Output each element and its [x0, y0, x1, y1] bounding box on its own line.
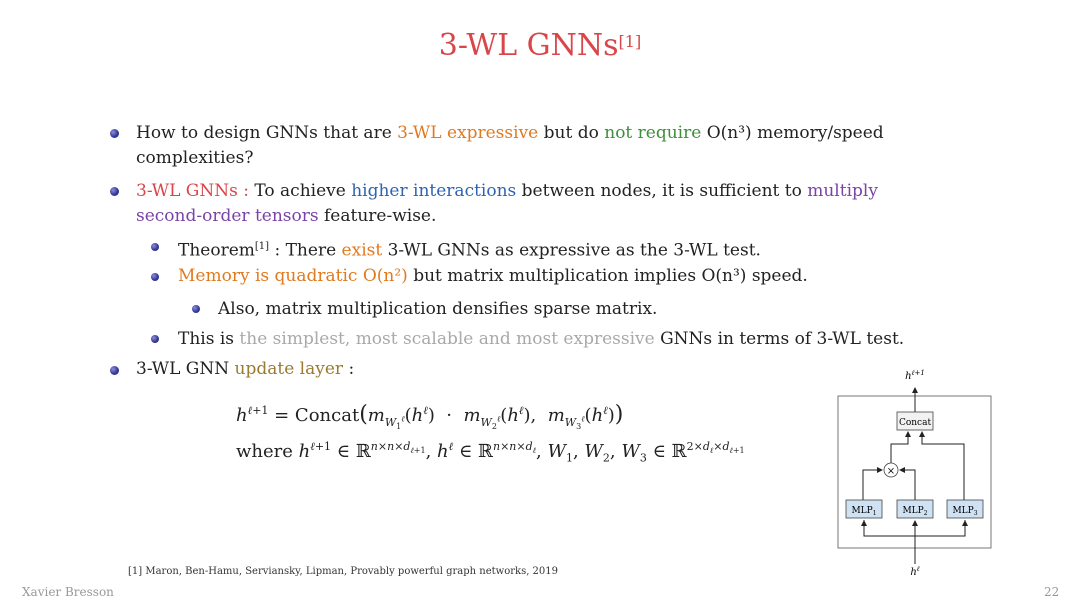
- subbullet-1-icon: [151, 243, 159, 251]
- diagram-mlp1-label: $MLP_1$: [851, 506, 877, 517]
- footnote: [1] Maron, Ben-Hamu, Serviansky, Lipman, Provably powerful graph networks, 2019: [128, 566, 559, 577]
- diagram-mlp3-label: $MLP_3$: [952, 506, 978, 517]
- bullet-3-icon: [110, 366, 119, 375]
- bullet-2-line-2: second-order tensors feature-wise.: [136, 206, 437, 226]
- subbullet-2-icon: [151, 273, 159, 281]
- bullet-2-icon: [110, 187, 119, 196]
- page-number: 22: [1044, 585, 1060, 599]
- b1-em-expressive: 3-WL expressive: [397, 123, 539, 143]
- architecture-diagram: [830, 368, 1000, 578]
- bullet-1-icon: [110, 129, 119, 138]
- subbullet-2-line: Memory is quadratic O(n²) but matrix multiplication implies O(n³) speed.: [178, 266, 808, 286]
- equation-line-1: $h^{\ell+1}$ = $Concat(m_{W_1^\ell}(h^\ell) \cdot m_{W_2^\ell}(h^\ell)$, $m_{W_3^\ell}(h^\ell)$): [236, 402, 624, 431]
- b2-em-higher-interactions: higher interactions: [351, 181, 517, 201]
- diagram-input-label: $h^\ell$: [910, 565, 920, 578]
- bullet-1-line-2: complexities?: [136, 148, 254, 168]
- bullet-2-line-1: 3-WL GNNs : To achieve higher interactions between nodes, it is sufficient to multiply: [136, 181, 878, 201]
- subbullet-3-icon: [151, 335, 159, 343]
- equation-line-2: where $h^{\ell+1}$ ∈ ℝ$^{n\times n\times d_{\ell+1}}$, $h^\ell$ ∈ ℝ$^{n\times n\times d_\ell}$, $W_1$, $W_2$, $W_3$ ∈ ℝ$^{2\times d_\ell\times d_{\ell+1}}$: [236, 440, 745, 465]
- svg-text:×: ×: [886, 466, 896, 477]
- subbullet-3-line: This is the simplest, most scalable and most expressive GNNs in terms of 3-WL test.: [178, 329, 905, 349]
- b1-em-not-require: not require: [604, 123, 702, 143]
- diagram-output-label: $h^{\ell+1}$: [905, 369, 925, 382]
- diagram-concat-label: Concat: [898, 418, 932, 428]
- b2-em-multiply: multiply: [807, 181, 878, 201]
- author-name: Xavier Bresson: [22, 585, 114, 599]
- bullet-1-line-1: How to design GNNs that are 3-WL expressive but do not require O(n³) memory/speed: [136, 123, 884, 143]
- b2-em-3wl-gnns: 3-WL GNNs :: [136, 181, 249, 201]
- subsubbullet-1-icon: [192, 305, 200, 313]
- title-ref: [1]: [618, 32, 642, 51]
- slide-title: [0, 28, 1080, 63]
- subsubbullet-1-line: Also, matrix multiplication densifies sparse matrix.: [218, 299, 658, 319]
- diagram-mlp2-label: $MLP_2$: [902, 506, 928, 517]
- b3-em-update-layer: update layer: [234, 359, 344, 379]
- bullet-3-line: 3-WL GNN update layer :: [136, 359, 355, 379]
- title-text: 3-WL GNNs: [438, 28, 619, 63]
- subbullet-1-line: Theorem[1] : There exist 3-WL GNNs as expressive as the 3-WL test.: [178, 240, 761, 261]
